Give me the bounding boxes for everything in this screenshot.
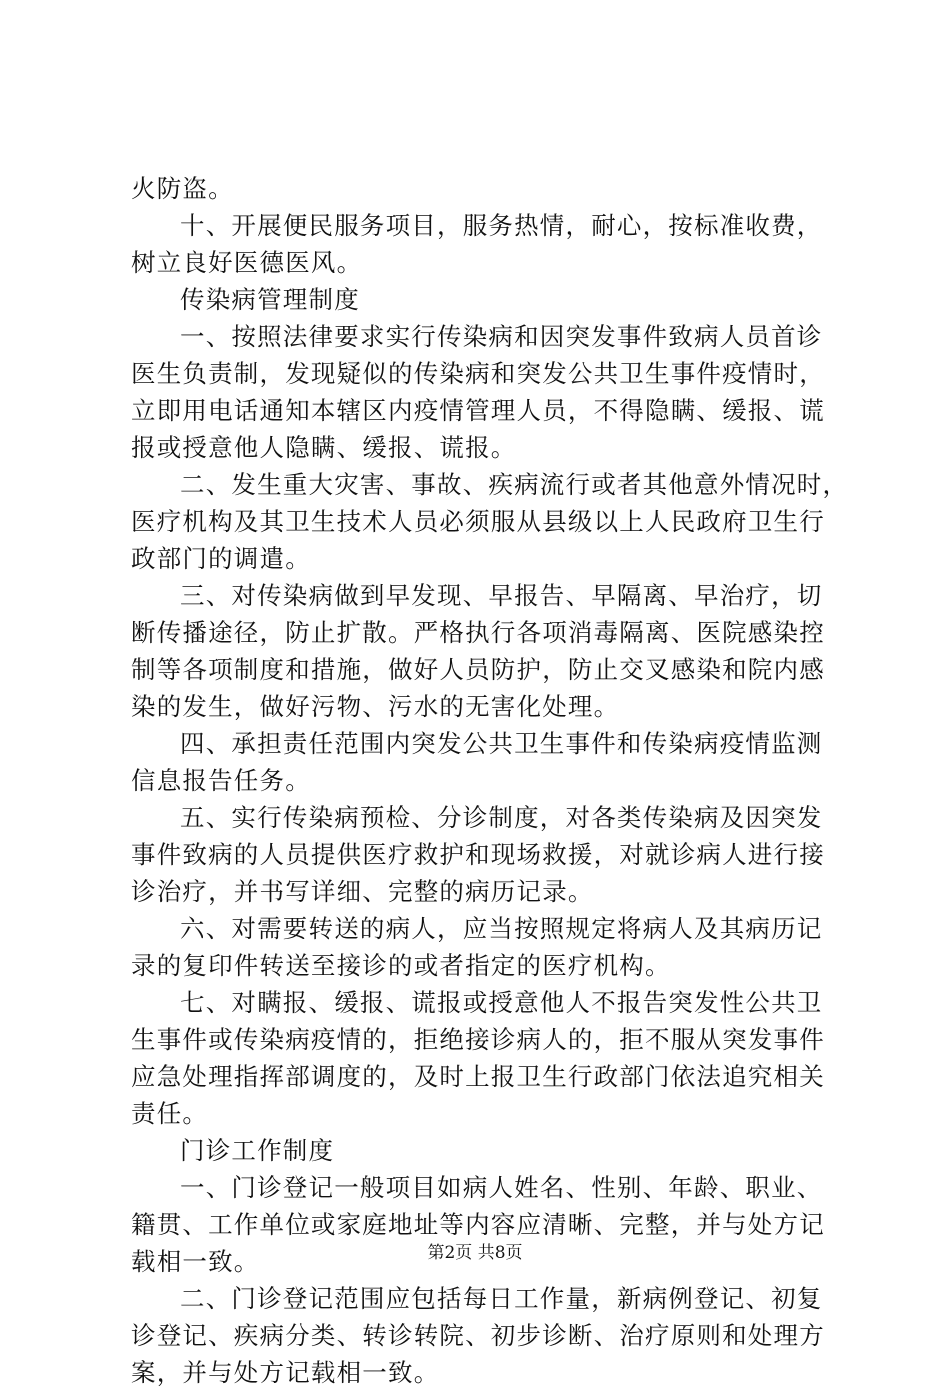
- text-line: 断传播途径，防止扩散。严格执行各项消毒隔离、医院感染控: [131, 618, 825, 647]
- text-line: 二、发生重大灾害、事故、疾病流行或者其他意外情况时，: [180, 470, 849, 499]
- text-line: 责任。: [131, 1099, 209, 1128]
- text-line: 医疗机构及其卫生技术人员必须服从县级以上人民政府卫生行: [131, 507, 825, 536]
- text-line: 载相一致。: [131, 1247, 260, 1276]
- text-line: 生事件或传染病疫情的，拒绝接诊病人的，拒不服从突发事件: [131, 1025, 825, 1054]
- text-line: 火防盗。: [131, 174, 234, 203]
- text-line: 七、对瞒报、缓报、谎报或授意他人不报告突发性公共卫: [180, 988, 823, 1017]
- text-line: 诊登记、疾病分类、转诊转院、初步诊断、治疗原则和处理方: [131, 1321, 825, 1350]
- section-heading: 传染病管理制度: [180, 285, 360, 314]
- section-heading: 门诊工作制度: [180, 1136, 335, 1165]
- text-line: 六、对需要转送的病人，应当按照规定将病人及其病历记: [180, 914, 823, 943]
- text-line: 诊治疗，并书写详细、完整的病历记录。: [131, 877, 594, 906]
- text-line: 二、门诊登记范围应包括每日工作量，新病例登记、初复: [180, 1284, 823, 1313]
- text-line: 政部门的调遣。: [131, 544, 311, 573]
- text-line: 十、开展便民服务项目，服务热情，耐心，按标准收费，: [180, 211, 823, 240]
- text-line: 五、实行传染病预检、分诊制度，对各类传染病及因突发: [180, 803, 823, 832]
- text-line: 案，并与处方记载相一致。: [131, 1358, 440, 1387]
- text-line: 染的发生，做好污物、污水的无害化处理。: [131, 692, 620, 721]
- text-line: 籍贯、工作单位或家庭地址等内容应清晰、完整，并与处方记: [131, 1210, 825, 1239]
- text-line: 医生负责制，发现疑似的传染病和突发公共卫生事件疫情时，: [131, 359, 825, 388]
- text-line: 报或授意他人隐瞒、缓报、谎报。: [131, 433, 517, 462]
- text-line: 树立良好医德医风。: [131, 248, 363, 277]
- text-line: 信息报告任务。: [131, 766, 311, 795]
- text-line: 录的复印件转送至接诊的或者指定的医疗机构。: [131, 951, 671, 980]
- text-line: 制等各项制度和措施，做好人员防护，防止交叉感染和院内感: [131, 655, 825, 684]
- text-line: 三、对传染病做到早发现、早报告、早隔离、早治疗，切: [180, 581, 823, 610]
- text-line: 一、门诊登记一般项目如病人姓名、性别、年龄、职业、: [180, 1173, 823, 1202]
- document-body: [131, 170, 849, 1391]
- text-line: 四、承担责任范围内突发公共卫生事件和传染病疫情监测: [180, 729, 823, 758]
- text-line: 事件致病的人员提供医疗救护和现场救援，对就诊病人进行接: [131, 840, 825, 869]
- text-line: 一、按照法律要求实行传染病和因突发事件致病人员首诊: [180, 322, 823, 351]
- text-line: 应急处理指挥部调度的，及时上报卫生行政部门依法追究相关: [131, 1062, 825, 1091]
- text-line: 立即用电话通知本辖区内疫情管理人员，不得隐瞒、缓报、谎: [131, 396, 825, 425]
- page-number-footer: 第2页 共8页: [427, 1243, 523, 1263]
